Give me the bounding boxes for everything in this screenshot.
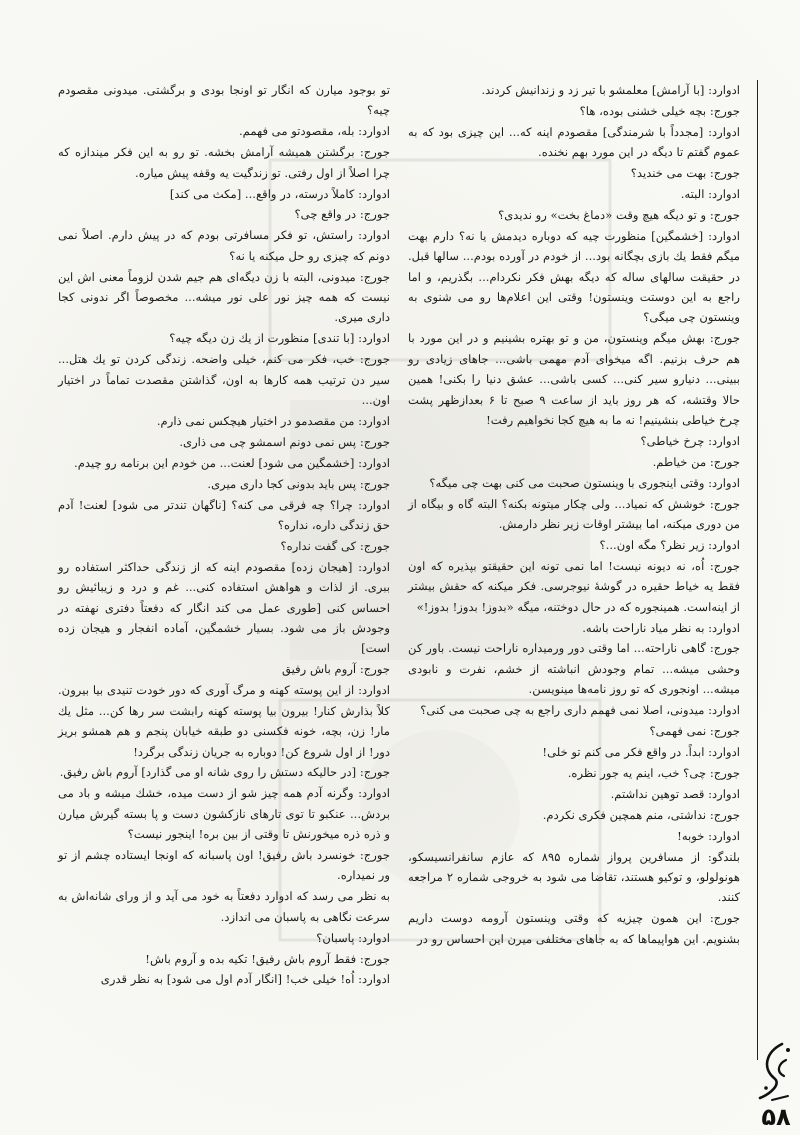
dialogue-paragraph: ادوارد: راستش، تو فکر مسافرتی بودم که در پیش دارم. اصلاً نمی دونم که چیزی رو حل میکنه یا نه؟: [58, 228, 390, 263]
dialogue-paragraph: ادوارد: [با تندی] منظورت از یك زن دیگه چیه؟: [169, 331, 390, 346]
dialogue-paragraph: ادوارد: [خشمگین] منظورت چیه که دوباره دیدمش یا نه؟ دارم بهت میگم فقط یك بازی بچگانه بود... از خودم در آورده بودم... سالها قبل. در حقیقت سالهای ساله که دیگه بهش فکر نکردام... بگذریم، و اما راجع به این دوستت وینستون! وقتی این اعلام‌ها رو می شنوی به وینستون چی میگی؟: [408, 228, 740, 325]
dialogue-paragraph: جورج: پس نمی دونم اسمشو چی می ذاری.: [179, 434, 390, 449]
margin-rule: [757, 80, 758, 1060]
dialogue-paragraph: ادوارد: [هیجان زده] مقصودم اینه که از زندگی حداکثر استفاده رو ببری. از لذات و هواهش استفاده کنی... غم و درد و زیبائیش رو احساس کنی [طوری عمل می کند انگار که دفعتاً دفتری نهفته در وجودش باز می شود. بسیار خشمگین، آماده انفجار و هیجان زده است]: [58, 559, 390, 656]
dialogue-paragraph: ادوارد: از این پوسته کهنه و مرگ آوری که دور خودت تنیدی بیا بیرون. کلاً بذارش کنار! بیرون بیا پوسته کهنه رابشت سر رها کن... مثل یك مار! زن، بچه، خونه فکسنی دو طبقه خیابان پنجم و هم همشو بریز دور! از اول شروع کن! دوباره به جریان زندگی برگرد!: [58, 683, 390, 759]
dialogue-paragraph: جورج: خونسرد باش رفیق! اون پاسبانه که اونجا ایستاده چشم از تو ور نمیداره.: [58, 848, 390, 883]
dialogue-paragraph: جورج: اُه، نه دیونه نیست! اما نمی تونه این حقیقتو بپذیره که اون فقط یه خیاط حقیره در گوشهٔ نیوجرسی. فکر میکنه که حقش بیشتر از اینه‌است. همینجوره که در حال دوختنه، میگه «بدوز! بدوز! بدوز!»: [408, 558, 740, 614]
dialogue-paragraph: به نظر می رسد که ادوارد دفعتاً به خود می آید و از ورای شانه‌اش به سرعت نگاهی به پاسبان می اندازد.: [58, 889, 390, 924]
dialogue-paragraph: جورج: فقط آروم باش رفیق! تکیه بده و آروم باش!: [145, 951, 390, 966]
dialogue-paragraph: ادوارد: وگرنه آدم همه چیز شو از دست میده، خشك میشه و باد می بردش... عنکبو تا توی تارهای نازکشون دست و پا بسته گیرش میارن و ذره ذره میخورنش تا وقتی از بین بره! اینجور نیست؟: [58, 786, 390, 842]
dialogue-paragraph: جورج: بچه خیلی خشنی بوده، ها؟: [579, 103, 740, 118]
dialogue-paragraph: تو بوجود میارن که انگار تو اونجا بودی و برگشتی. میدونی مقصودم چیه؟: [58, 83, 390, 118]
dialogue-paragraph: جورج: آروم باش رفیق: [281, 662, 390, 677]
dialogue-paragraph: ادوارد: قصد توهین نداشتم.: [610, 786, 740, 801]
dialogue-paragraph: جورج: این همون چیزیه که وقتی وینستون آرومه دوست داریم بشنویم. این هواپیماها که به جاهای مختلفی میرن این احساس رو در: [408, 911, 740, 946]
magazine-logo-kerman: [752, 1038, 796, 1108]
dialogue-paragraph: جورج: نداشتی، منم همچین فکری نکردم.: [542, 807, 740, 822]
dialogue-paragraph: جورج: نمی فهمی؟: [649, 724, 740, 739]
dialogue-paragraph: جورج: [در حالیکه دستش را روی شانه او می گذارد] آروم باش رفیق.: [59, 765, 390, 780]
dialogue-paragraph: جورج: در واقع چی؟: [294, 207, 390, 222]
dialogue-paragraph: جورج: کی گفت نداره؟: [280, 538, 390, 553]
dialogue-paragraph: جورج: بهش میگم وینستون، من و تو بهتره بشینیم و در این مورد با هم حرف بزنیم. اگه میخوای آدم مهمی باشی... جاهای زیادی رو ببینی... دنیارو سیر کنی... کسی باشی... عشق دنیا را بکنی! همین حالا وقتشه، که هر روز باید از ساعت ۹ صبح تا ۶ بعدازظهر پشت چرخ خیاطی بنشینیم! نه ما به هیچ کجا نخواهیم رفت!: [408, 331, 740, 427]
dialogue-paragraph: ادوارد: وقتی اینجوری با وینستون صحبت می کنی بهت چی میگه؟: [429, 475, 740, 490]
dialogue-paragraph: جورج: گاهی ناراحته... اما وقتی دور ورمیداره ناراحت نیست. باور کن وحشی میشه... تمام وجودش انباشته از خشم، نفرت و نابودی میشه... اونجوری که تو روز نامه‌ها مینویسن.: [408, 641, 740, 697]
dialogue-paragraph: جورج: خوشش که نمیاد... ولی چکار میتونه بکنه؟ البته گاه و بیگاه از من دوری میکنه، اما بیشتر اوقات زیر نظر دارمش.: [408, 496, 740, 532]
dialogue-paragraph: ادوارد: اُه! خیلی خب! [انگار آدم اول می شود] به نظر قدری: [100, 972, 390, 987]
dialogue-paragraph: جورج: من خیاطم.: [652, 454, 740, 469]
dialogue-paragraph: ادوارد: میدونی، اصلا نمی فهمم داری راجع به چی صحبت می کنی؟: [420, 703, 740, 718]
dialogue-paragraph: ادوارد: خوبه!: [677, 828, 740, 843]
dialogue-paragraph: جورج: بهت می خندید؟: [630, 166, 740, 181]
dialogue-paragraph: جورج: چی؟ خب، اینم یه جور نظره.: [567, 765, 740, 780]
right-text-column: [408, 80, 740, 949]
dialogue-paragraph: ادوارد: چرا؟ چه فرقی می کنه؟ [ناگهان تندتر می شود] لعنت! آدم حق زندگی داره، نداره؟: [58, 497, 390, 533]
page-number: ۵۸: [761, 1103, 791, 1131]
dialogue-paragraph: ادوارد: زیر نظر؟ مگه اون...؟: [599, 537, 740, 552]
dialogue-paragraph: ادوارد: من مقصدمو در اختیار هیچکس نمی ذارم.: [156, 414, 390, 428]
dialogue-paragraph: ادوارد: به نظر میاد ناراحت باشه.: [582, 620, 740, 635]
dialogue-paragraph: ادوارد: البته.: [680, 187, 740, 202]
dialogue-paragraph: ادوارد: چرخ خیاطی؟: [640, 433, 740, 448]
dialogue-paragraph: جورج: میدونی، البته با زن دیگه‌ای هم جیم شدن لزوماً معنی اش این نیست که همه چیز نور علی نور میشه... مخصوصاً اگر ندونی کجا داری میری.: [58, 269, 390, 325]
dialogue-paragraph: ادوارد: [مجدداً با شرمندگی] مقصودم اینه که... این چیزی بود که به عموم گفتم تا دیگه در این مورد بهم نخنده.: [408, 124, 740, 160]
left-text-column: [58, 80, 390, 990]
dialogue-paragraph: جورج: برگشتن همیشه آرامش بخشه. تو رو به این فکر میندازه که چرا اصلاً از اول رفتی. تو زندگیت یه وقفه پیش میاره.: [58, 145, 390, 180]
dialogue-paragraph: ادوارد: کاملاً درسته، در واقع... [مکث می کند]: [169, 186, 390, 201]
dialogue-paragraph: ادوارد: ابداً. در واقع فکر می کنم تو خلی!: [542, 745, 740, 759]
dialogue-paragraph: بلندگو: از مسافرین پرواز شماره ۸۹۵ که عازم سانفرانسیسکو، هونولولو، و توکیو هستند، تقاضا می شود به خروجی شماره ۲ مراجعه کنند.: [408, 849, 740, 905]
dialogue-paragraph: جورج: و تو دیگه هیچ وقت «دماغ بخت» رو ندیدی؟: [498, 207, 740, 222]
dialogue-paragraph: ادوارد: [خشمگین می شود] لعنت... من خودم این برنامه رو چیدم.: [74, 455, 390, 470]
dialogue-paragraph: ادوارد: پاسبان؟: [316, 930, 390, 945]
dialogue-paragraph: جورج: خب، فکر می کنم، خیلی واضحه. زندگی کردن تو یك هتل... سیر دن ترتیب همه کارها به اون، گذاشتن مقصدت تماماً در اختیار اون...: [58, 352, 390, 408]
dialogue-paragraph: ادوارد: بله، مقصودتو می فهمم.: [239, 124, 390, 139]
dialogue-paragraph: ادوارد: [با آرامش] معلمشو با تیر زد و زندانیش کردند.: [481, 83, 740, 97]
dialogue-paragraph: جورج: پس باید بدونی کجا داری میری.: [207, 476, 390, 491]
